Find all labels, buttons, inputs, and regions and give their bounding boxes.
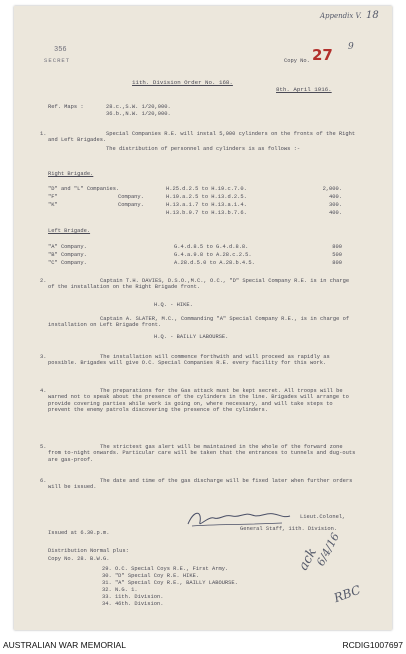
handwritten-initials: RBC [332,582,363,606]
type-cell: Company. [118,194,144,200]
signature-rank: Lieut.Colonel, [300,514,346,520]
ref-map-2: 36.b.,N.W. 1/20,000. [106,111,171,117]
location-cell: H.13.a.1.7 to H.13.a.1.4. [166,202,247,208]
order-date: 8th. April 1916. [276,86,332,93]
ref-maps-label: Ref. Maps : [48,104,84,110]
paragraph-5: The strictest gas alert will be maintained in the whole of the forward zone from to-night onwards. Particular care will be taken that the entrances to tunnels and dug-outs are gas-proof. [48,444,356,463]
location-cell: G.4.a.9.8 to A.28.c.2.5. [174,252,252,258]
count-cell: 800 [332,260,342,266]
location-cell: A.28.d.5.0 to A.28.b.4.5. [174,260,255,266]
footer-record-id: RCDIG1007697 [342,640,403,650]
paragraph-4: The preparations for the Gas attack must be kept secret. All troops will be warned not to speak about the presence of the cylinders in the line. Brigades will arrange to provide covering parties while work is going on, where necessary, and will take steps to prevent the enemy patrols discovering the presence of the cylinders. [48,388,349,414]
location-cell: H.25.d.2.5 to H.19.c.7.0. [166,186,247,192]
para-number-1: 1. [40,131,47,137]
para-number-2: 2. [40,278,47,284]
count-cell: 500 [332,252,342,258]
handwritten-ack-date: 6/4/16 [314,530,343,569]
location-cell: G.4.d.8.5 to G.4.d.8.8. [174,244,249,250]
stamp-label: SECRET [44,57,71,64]
signature-title: General Staff, 11th. Division. [240,526,338,532]
distribution-heading: Distribution Normal plus: [48,548,129,554]
company-cell: "D" and "L" Companies. [48,186,120,192]
paragraph-1b: The distribution of personnel and cylinders is as follows :- [106,146,301,152]
list-item: 32. N.G. 1. [102,587,138,593]
list-item: 29. O.C. Special Coys R.E., First Army. [102,566,229,572]
paragraph-3: The installation will commence forthwith and will proceed as rapidly as possible. Brigades will give O.C. Special Companies R.E. every facility for this work. [48,354,330,367]
hq-left: H.Q. - BAILLY LABOURSE. [154,334,229,340]
list-item: 30. "D" Special Coy R.E. HIKE. [102,573,200,579]
count-cell: 400. [329,210,342,216]
para-number-3: 3. [40,354,47,360]
para-number-5: 5. [40,444,47,450]
company-cell: "A" Company. [48,244,87,250]
company-cell: "C" Company. [48,260,87,266]
issued-at: Issued at 6.30.p.m. [48,530,110,536]
count-cell: 300. [329,202,342,208]
paragraph-1a: Special Companies R.E. will instal 5,000 cylinders on the fronts of the Right and Left Brigades. [48,131,356,144]
para-number-6: 6. [40,478,47,484]
handwritten-ack: ack [296,545,321,574]
count-cell: 400. [329,194,342,200]
page-number-annotation: 18 [366,10,379,21]
count-cell: 800 [332,244,342,250]
company-cell: "F" [48,194,58,200]
list-item: 31. "A" Special Coy R.E., BAILLY LABOURSE. [102,580,238,586]
ref-map-1: 28.c.,S.W. 1/20,000. [106,104,171,110]
type-cell: Company. [118,202,144,208]
copy-prefix: Copy No. [284,58,310,64]
paragraph-officer-left: Captain A. SLATER, M.C., Commanding "A" Special Company R.E., is in charge of installation on Left Brigade front. [48,316,350,329]
company-cell: "K" [48,202,58,208]
right-brigade-heading: Right Brigade. [48,171,94,177]
document-sheet [14,6,392,630]
list-item: 34. 46th. Division. [102,601,164,607]
footer-institution: AUSTRALIAN WAR MEMORIAL [3,640,126,650]
hq-right: H.Q. - HIKE. [154,302,193,308]
copy-number: 27 [312,46,333,64]
left-brigade-heading: Left Brigade. [48,228,91,234]
stamp-number: 356 [54,46,67,54]
company-cell: "B" Company. [48,252,87,258]
paragraph-6: The date and time of the gas discharge will be fixed later when further orders will be issued. [48,478,353,491]
appendix-annotation: Appendix V. [320,12,362,20]
location-cell: H.13.b.9.7 to H.13.b.7.6. [166,210,247,216]
order-title: 11th. Division Order No. 168. [132,79,233,86]
copy-mark: 9 [348,42,354,52]
para-number-4: 4. [40,388,47,394]
count-cell: 2,000. [322,186,342,192]
distribution-copy: Copy No. 28. B.W.G. [48,556,110,562]
paragraph-officer-right: Captain T.H. DAVIES, D.S.O.,M.C., O.C., "D" Special Company R.E. is in charge of the installation on the Right Brigade front. [48,278,350,291]
location-cell: H.19.a.2.5 to H.13.d.2.5. [166,194,247,200]
list-item: 33. 11th. Division. [102,594,164,600]
archive-footer [0,636,406,654]
